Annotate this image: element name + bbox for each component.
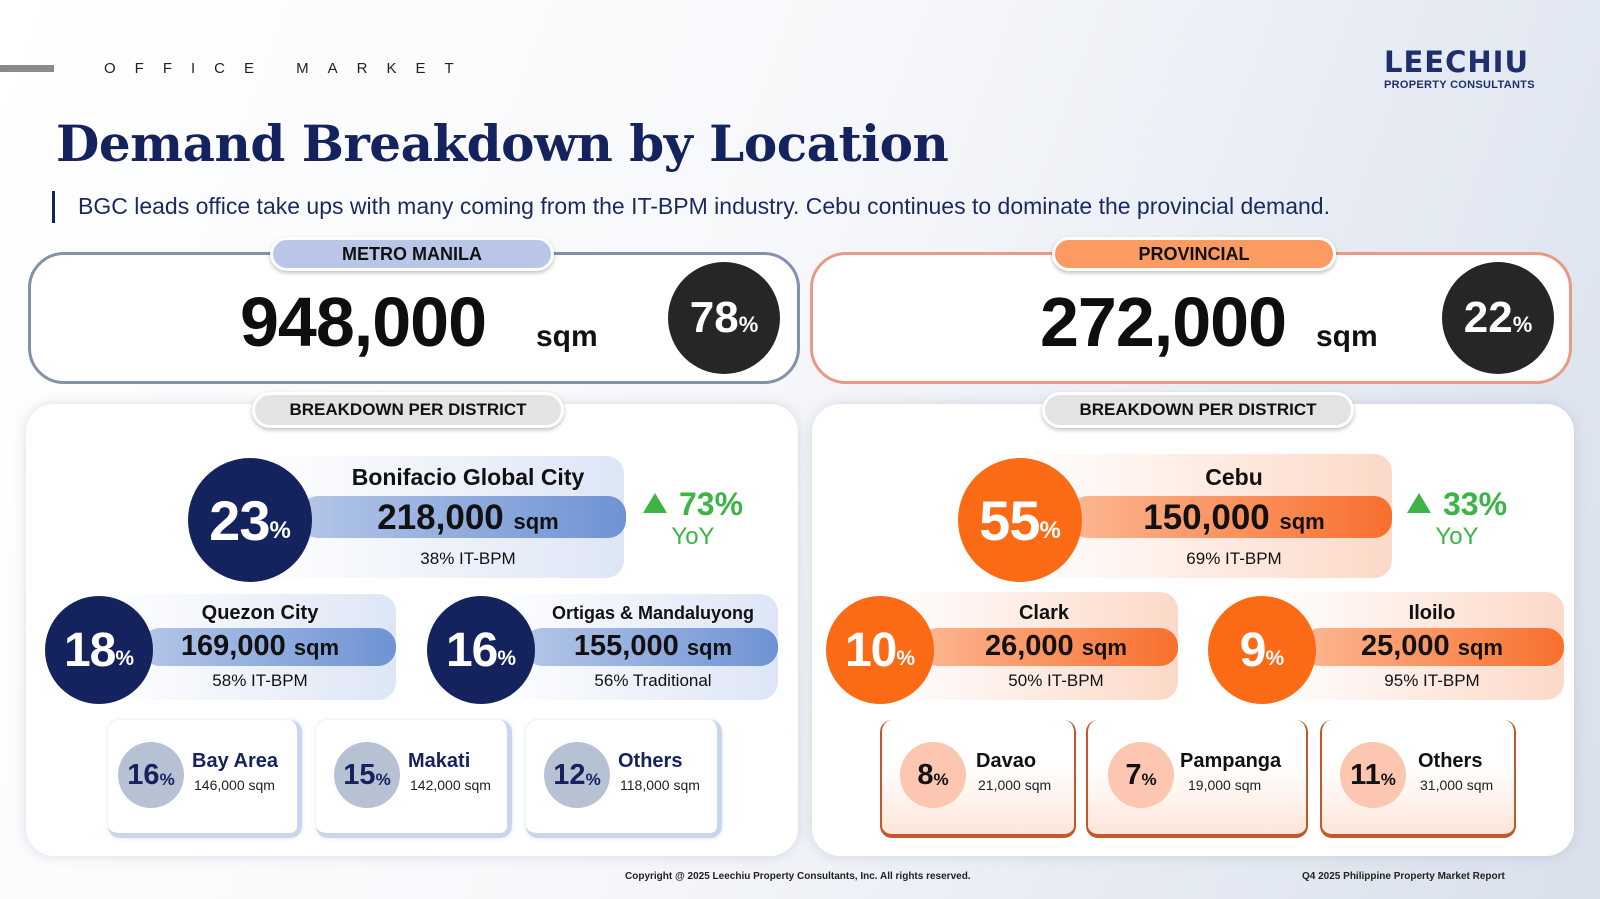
percent-sign: %	[896, 647, 916, 670]
subtitle-divider	[52, 191, 55, 223]
district-card-pampanga	[1086, 720, 1308, 838]
section-eyebrow: OFFICE MARKET	[104, 60, 473, 77]
district-value-unit: sqm	[1457, 635, 1503, 660]
district-value-davao: 21,000 sqm	[978, 777, 1052, 793]
metro-manila-label: METRO MANILA	[270, 237, 554, 271]
district-value-unit: sqm	[293, 635, 340, 660]
district-share-value: 8	[917, 758, 934, 791]
percent-sign: %	[1512, 312, 1533, 337]
up-arrow-icon	[643, 493, 667, 513]
district-name-clark: Clark	[1018, 602, 1070, 624]
district-name-prov-others: Others	[1418, 750, 1483, 772]
metro-manila-breakdown-label: BREAKDOWN PER DISTRICT	[252, 392, 564, 428]
district-note-cebu: 69% IT-BPM	[1186, 549, 1282, 568]
yoy-value-text: 33%	[1442, 486, 1508, 522]
district-value-prov-others: 31,000 sqm	[1420, 777, 1494, 793]
district-value-clark	[946, 630, 1166, 663]
district-value-number: 26,000	[984, 630, 1074, 662]
district-share-iloilo	[1208, 596, 1316, 704]
yoy-label: YoY	[671, 523, 715, 550]
company-logo	[1384, 46, 1554, 91]
percent-sign: %	[375, 770, 391, 789]
district-note-quezon-city: 58% IT-BPM	[212, 671, 308, 690]
district-share-davao	[900, 742, 966, 808]
metro-manila-total: 948,000	[240, 283, 487, 361]
page-subtitle: BGC leads office take ups with many coming from the IT-BPM industry. Cebu continues to dominate the provincial demand.	[78, 193, 1330, 219]
district-name-pampanga: Pampanga	[1180, 750, 1282, 772]
district-value-quezon-city	[152, 630, 368, 663]
yoy-value	[628, 486, 758, 523]
yoy-value	[1392, 486, 1522, 523]
percent-sign: %	[1039, 517, 1061, 544]
district-name-cebu: Cebu	[1205, 464, 1263, 490]
percent-sign: %	[497, 647, 517, 670]
district-share-clark	[826, 596, 934, 704]
logo-tagline: PROPERTY CONSULTANTS	[1384, 79, 1535, 91]
district-share-value: 16	[127, 758, 160, 791]
district-share-prov-others	[1340, 742, 1406, 808]
percent-sign: %	[933, 770, 949, 789]
district-share-value: 11	[1350, 758, 1381, 791]
district-card-makati	[316, 720, 512, 838]
district-value-unit: sqm	[513, 509, 559, 534]
district-name-iloilo: Iloilo	[1408, 602, 1456, 624]
district-share-value: 10	[844, 623, 897, 677]
district-value-bgc	[312, 498, 624, 538]
metro-manila-share	[668, 262, 780, 374]
district-share-quezon-city	[45, 596, 153, 704]
district-card-mm-others	[526, 720, 722, 838]
district-share-bay-area	[118, 742, 184, 808]
district-value-unit: sqm	[686, 635, 733, 660]
district-share-value: 12	[553, 758, 586, 791]
up-arrow-icon	[1407, 493, 1431, 513]
district-value-ortigas	[536, 630, 770, 663]
percent-sign: %	[269, 517, 291, 544]
district-value-number: 169,000	[180, 630, 286, 662]
percent-sign: %	[159, 770, 175, 789]
percent-sign: %	[738, 312, 759, 337]
district-name-makati: Makati	[408, 750, 471, 772]
district-share-bgc	[188, 458, 312, 582]
district-value-mm-others: 118,000 sqm	[620, 777, 700, 793]
percent-sign: %	[115, 647, 135, 670]
percent-sign: %	[1141, 770, 1157, 789]
district-note-bgc: 38% IT-BPM	[420, 549, 516, 568]
metro-manila-share-value: 78	[689, 293, 739, 342]
district-share-makati	[334, 742, 400, 808]
district-name-bgc: Bonifacio Global City	[351, 464, 585, 490]
district-note-ortigas: 56% Traditional	[594, 671, 712, 690]
district-card-prov-others	[1320, 720, 1516, 838]
district-value-unit: sqm	[1081, 635, 1127, 660]
percent-sign: %	[1265, 647, 1285, 670]
district-share-value: 15	[343, 758, 376, 791]
district-name-ortigas: Ortigas & Mandaluyong	[551, 603, 755, 623]
district-share-value: 18	[63, 623, 116, 677]
provincial-share	[1442, 262, 1554, 374]
district-value-number: 218,000	[377, 498, 504, 537]
logo-wordmark: LEECHIU	[1384, 45, 1529, 79]
district-value-bay-area: 146,000 sqm	[194, 777, 275, 793]
district-name-davao: Davao	[976, 750, 1037, 772]
district-card-bay-area	[108, 720, 302, 838]
district-value-pampanga: 19,000 sqm	[1188, 777, 1262, 793]
district-note-clark: 50% IT-BPM	[1008, 671, 1104, 690]
yoy-growth-cebu	[1392, 486, 1522, 551]
district-value-number: 150,000	[1143, 498, 1270, 537]
district-value-cebu	[1082, 498, 1386, 538]
district-value-iloilo	[1322, 630, 1542, 663]
district-card-davao	[880, 720, 1076, 838]
provincial-label: PROVINCIAL	[1052, 237, 1336, 271]
district-value-number: 155,000	[573, 630, 679, 662]
district-share-value: 23	[209, 488, 270, 552]
district-name-quezon-city: Quezon City	[201, 602, 319, 624]
district-share-value: 55	[979, 488, 1040, 552]
yoy-label: YoY	[1435, 523, 1479, 550]
district-value-number: 25,000	[1360, 630, 1450, 662]
district-share-cebu	[958, 458, 1082, 582]
accent-bar	[0, 65, 54, 72]
district-share-value: 7	[1125, 758, 1142, 791]
district-name-bay-area: Bay Area	[192, 750, 278, 772]
footer-report-name: Q4 2025 Philippine Property Market Report	[1302, 871, 1505, 882]
district-share-value: 16	[445, 623, 498, 677]
page-title: Demand Breakdown by Location	[56, 114, 949, 173]
percent-sign: %	[1380, 770, 1396, 789]
provincial-total-unit: sqm	[1316, 320, 1378, 353]
percent-sign: %	[585, 770, 601, 789]
district-share-pampanga	[1108, 742, 1174, 808]
provincial-share-value: 22	[1463, 293, 1513, 342]
provincial-breakdown-label: BREAKDOWN PER DISTRICT	[1042, 392, 1354, 428]
yoy-growth-bgc	[628, 486, 758, 551]
district-name-mm-others: Others	[618, 750, 683, 772]
metro-manila-total-unit: sqm	[536, 320, 598, 353]
district-value-unit: sqm	[1279, 509, 1325, 534]
district-share-mm-others	[544, 742, 610, 808]
district-share-ortigas	[427, 596, 535, 704]
yoy-value-text: 73%	[678, 486, 744, 522]
footer-copyright: Copyright @ 2025 Leechiu Property Consultants, Inc. All rights reserved.	[625, 871, 971, 882]
district-note-iloilo: 95% IT-BPM	[1384, 671, 1480, 690]
district-share-value: 9	[1239, 623, 1266, 677]
provincial-total: 272,000	[1040, 283, 1287, 361]
district-value-makati: 142,000 sqm	[410, 777, 491, 793]
